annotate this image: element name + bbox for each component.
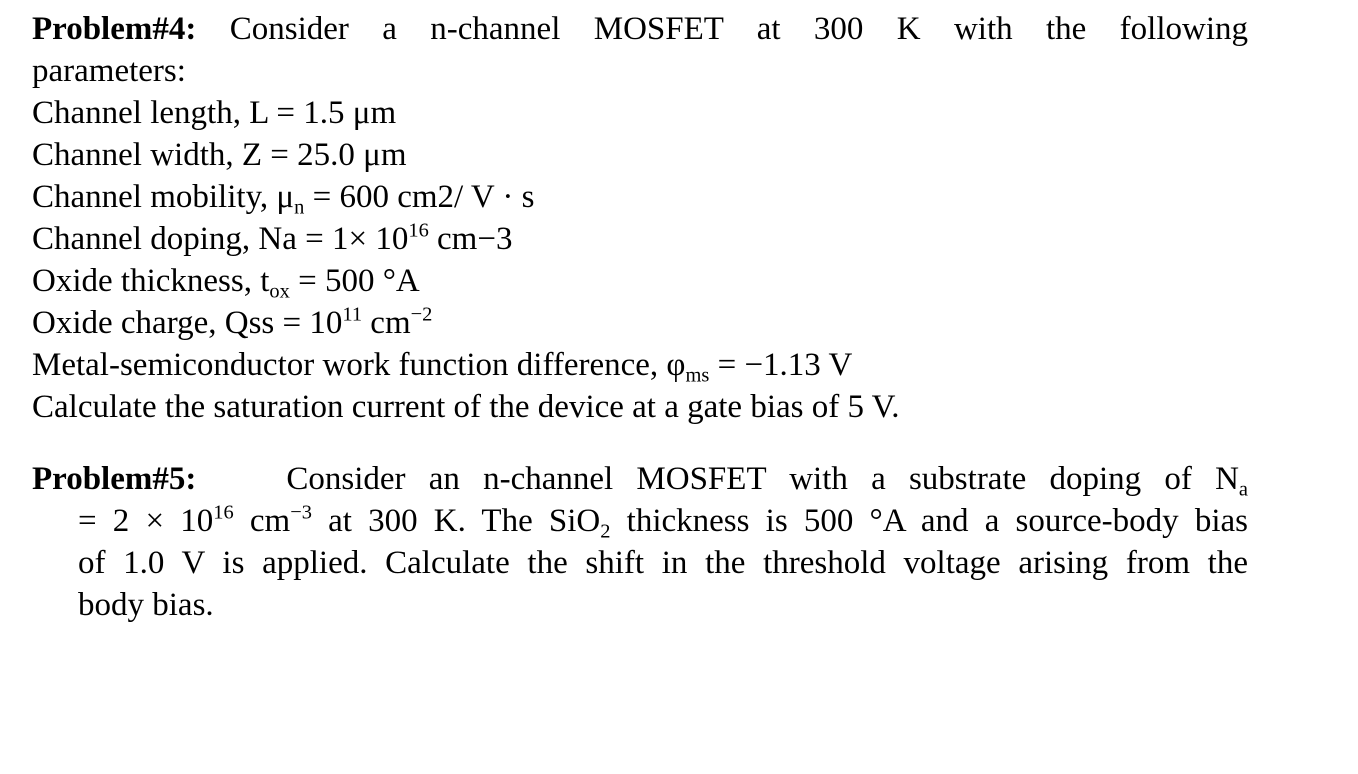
mobility-subscript: n bbox=[294, 196, 305, 219]
oxide-charge-param bbox=[32, 302, 1248, 344]
qss-unit: cm bbox=[362, 305, 411, 341]
problem4-intro-line bbox=[32, 8, 1248, 50]
unit-exponent-5: −3 bbox=[290, 501, 312, 524]
problem5-line-2: = $2 \times 10^{16}$ $cm^{-3}$ at 300 K. The SiO$_2$ thickness is 500 °A and a source-body bias bbox=[78, 501, 1248, 543]
problem5-line-3: of 1.0 V is applied. Calculate the shift in the threshold voltage arising from the bbox=[78, 545, 1248, 581]
tox-value: = 500 °A bbox=[289, 263, 420, 299]
tox-subscript: ox bbox=[269, 280, 290, 303]
doping-unit: cm−3 bbox=[428, 221, 513, 257]
tox-label: Oxide thickness, t bbox=[32, 263, 270, 299]
doping-exponent: 16 bbox=[408, 219, 429, 242]
problem4-intro-text: Consider a n-channel MOSFET at 300 K with the following bbox=[229, 11, 1248, 47]
problem4-question: Calculate the saturation current of the device at a gate bias of 5 V. bbox=[32, 389, 900, 425]
mobility-label: Channel mobility, μ bbox=[32, 179, 295, 215]
channel-width-param: Channel width, Z = 25.0 μm bbox=[32, 137, 407, 173]
problem5-text: Consider an n-channel MOSFET with a substrate doping of $N_a$ bbox=[286, 461, 1248, 501]
oxide-thickness-param bbox=[32, 260, 1248, 302]
document-page bbox=[32, 8, 1248, 626]
channel-doping-param bbox=[32, 218, 1248, 260]
phi-value: = −1.13 V bbox=[709, 347, 853, 383]
qss-exponent: 11 bbox=[342, 303, 363, 326]
qss-label: Oxide charge, Qss = 10 bbox=[32, 305, 343, 341]
phi-subscript: ms bbox=[685, 364, 710, 387]
problem4-label: Problem#4: bbox=[32, 11, 197, 47]
doping-label: Channel doping, Na = 1× 10 bbox=[32, 221, 409, 257]
channel-length-param: Channel length, L = 1.5 μm bbox=[32, 95, 397, 131]
problem5-line-4: body bias. bbox=[78, 587, 214, 623]
problem5-label: Problem#5: bbox=[32, 461, 197, 497]
na-subscript: a bbox=[1238, 478, 1248, 501]
doping-exponent-5: 16 bbox=[213, 501, 234, 524]
work-function-param bbox=[32, 344, 1248, 386]
problem4-intro-continued: parameters: bbox=[32, 53, 186, 89]
qss-unit-exponent: −2 bbox=[410, 303, 433, 326]
sio2-subscript: 2 bbox=[600, 520, 611, 543]
mobility-value: = 600 cm2/ V · s bbox=[304, 179, 535, 215]
channel-mobility-param bbox=[32, 176, 1248, 218]
phi-label: Metal-semiconductor work function difference, φ bbox=[32, 347, 686, 383]
problem5-first-line bbox=[32, 458, 1248, 500]
